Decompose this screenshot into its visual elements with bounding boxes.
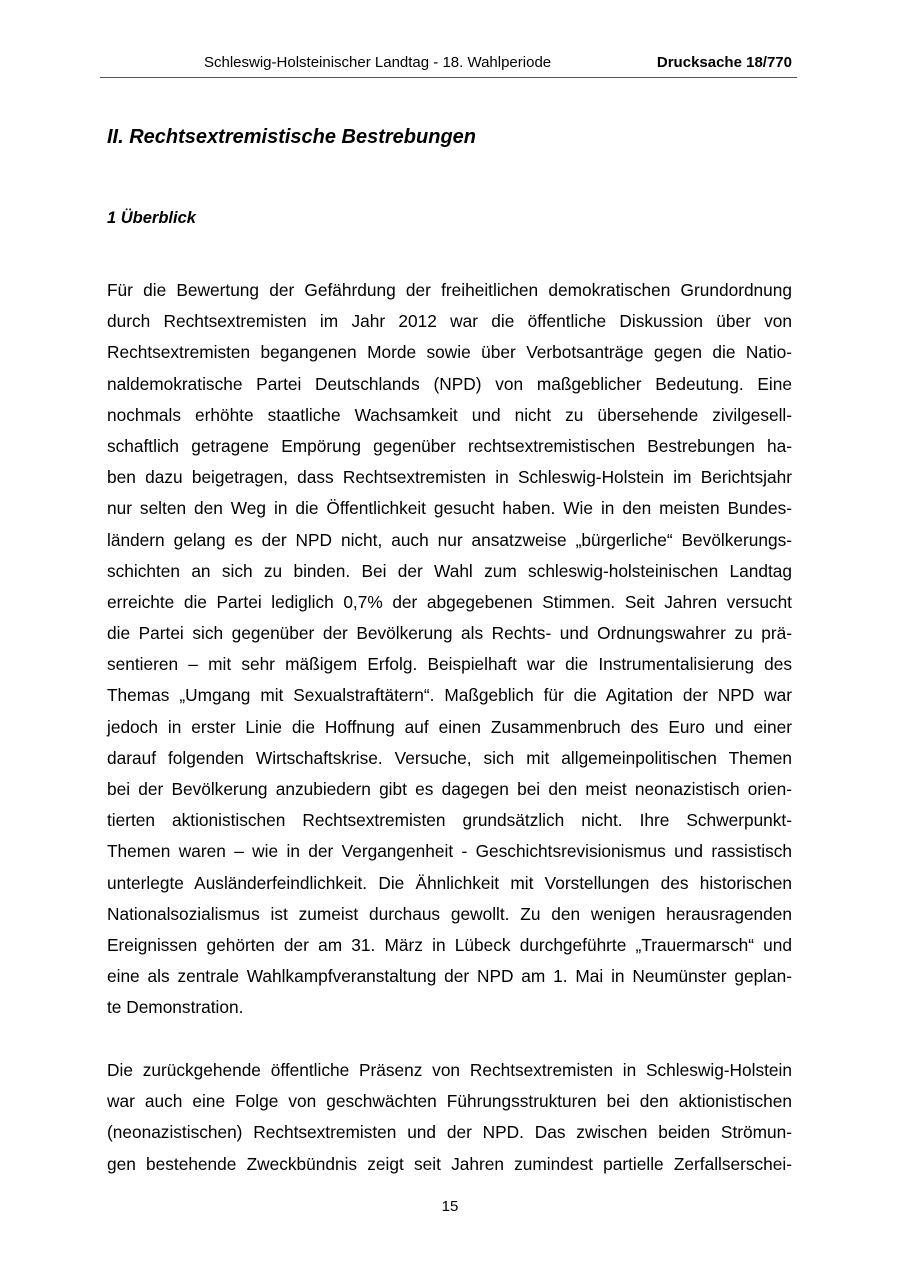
document-number: Drucksache 18/770 [656,54,792,71]
paragraph-line: tierten aktionistischen Rechtsextremisten grundsätzlich nicht. Ihre Schwerpunkt- [107,810,792,831]
paragraph-line: nur selten den Weg in die Öffentlichkeit gesucht haben. Wie in den meisten Bundes- [107,498,792,519]
paragraph-line: te Demonstration. [107,997,244,1018]
paragraph-line: Themas „Umgang mit Sexualstraftätern“. Maßgeblich für die Agitation der NPD war [107,685,792,706]
paragraph-line: durch Rechtsextremisten im Jahr 2012 war die öffentliche Diskussion über von [107,311,792,332]
paragraph-line: eine als zentrale Wahlkampfveranstaltung der NPD am 1. Mai in Neumünster geplan- [107,966,792,987]
paragraph-line: jedoch in erster Linie die Hoffnung auf einen Zusammenbruch des Euro und einer [107,716,792,737]
paragraph-line: Rechtsextremisten begangenen Morde sowie über Verbotsanträge gegen die Natio- [107,342,792,363]
paragraph-line: Nationalsozialismus ist zumeist durchaus gewollt. Zu den wenigen herausragenden [107,903,792,924]
paragraph-line: nochmals erhöhte staatliche Wachsamkeit und nicht zu übersehende zivilgesell- [107,404,792,425]
page-header [100,50,797,78]
paragraph-line: darauf folgenden Wirtschaftskrise. Versuche, sich mit allgemeinpolitischen Themen [107,747,792,768]
paragraph-line: schaftlich getragene Empörung gegenüber rechtsextremistischen Bestrebungen ha- [107,435,792,456]
paragraph-line: ländern gelang es der NPD nicht, auch nur ansatzweise „bürgerliche“ Bevölkerungs- [107,529,792,550]
paragraph-line: bei der Bevölkerung anzubiedern gibt es dagegen bei den meist neonazistisch orien- [107,779,792,799]
paragraph-line: war auch eine Folge von geschwächten Führungsstrukturen bei den aktionistischen [107,1091,792,1112]
page-number: 15 [441,1198,459,1215]
paragraph-line: gen bestehende Zweckbündnis zeigt seit Jahren zumindest partielle Zerfallserschei- [107,1153,792,1174]
paragraph-line: Für die Bewertung der Gefährdung der freiheitlichen demokratischen Grundordnung [107,280,792,300]
paragraph-line: erreichte die Partei lediglich 0,7% der abgegebenen Stimmen. Seit Jahren versucht [107,591,792,612]
paragraph-line: naldemokratische Partei Deutschlands (NPD) von maßgeblicher Bedeutung. Eine [107,373,792,394]
paragraph-line: Themen waren – wie in der Vergangenheit - Geschichtsrevisionismus und rassistisch [107,841,792,862]
body-paragraph [107,279,792,1028]
paragraph-line: schichten an sich zu binden. Bei der Wahl zum schleswig-holsteinischen Landtag [107,560,792,581]
body-paragraph [107,1059,792,1184]
paragraph-line: (neonazistischen) Rechtsextremisten und der NPD. Das zwischen beiden Strömun- [107,1122,792,1143]
paragraph-line: unterlegte Ausländerfeindlichkeit. Die Ähnlichkeit mit Vorstellungen des historischen [107,872,792,893]
section-title: 1 Überblick [107,209,196,227]
paragraph-line: sentieren – mit sehr mäßigem Erfolg. Beispielhaft war die Instrumentalisierung des [107,654,792,675]
paragraph-line: Die zurückgehende öffentliche Präsenz von Rechtsextremisten in Schleswig-Holstein [107,1060,792,1080]
paragraph-line: ben dazu beigetragen, dass Rechtsextremisten in Schleswig-Holstein im Berichtsjahr [107,467,792,488]
paragraph-line: Ereignissen gehörten der am 31. März in Lübeck durchgeführte „Trauermarsch“ und [107,934,792,955]
header-title: Schleswig-Holsteinischer Landtag - 18. Wahlperiode [204,54,552,71]
chapter-title: II. Rechtsextremistische Bestrebungen [107,126,477,148]
paragraph-line: die Partei sich gegenüber der Bevölkerung als Rechts- und Ordnungswahrer zu prä- [107,623,792,644]
